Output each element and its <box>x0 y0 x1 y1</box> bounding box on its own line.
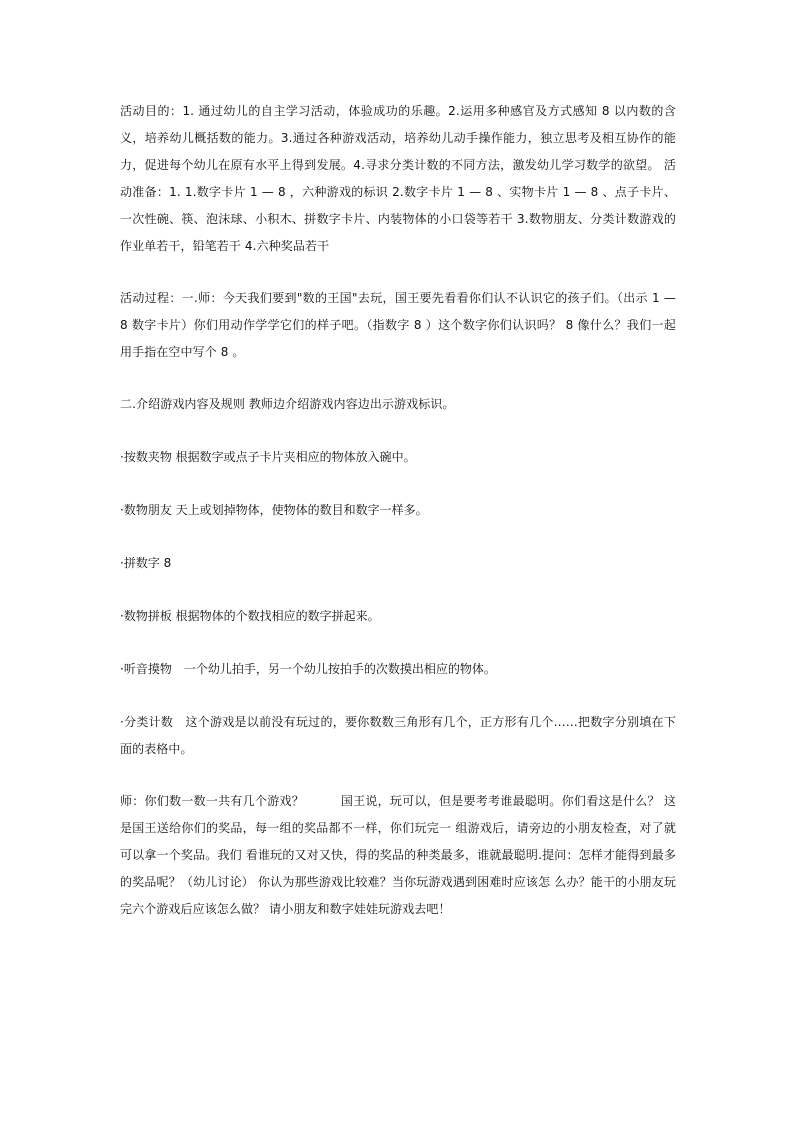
game-item-listen-touch: ·听音摸物 一个幼儿拍手，另一个幼儿按拍手的次数摸出相应的物体。 <box>120 662 496 676</box>
paragraph-process: 活动过程：一.师：今天我们要到"数的王国"去玩，国王要先看看你们认不认识它的孩子们。（出示 1 — 8 数字卡片）你们用动作学学它们的样子吧。（指数字 8 ）这个数字你们认识吗？ 8 像什么？我们一起用手指在空中写个 8 。 <box>120 291 676 359</box>
game-item-number-friends: ·数物朋友 天上或划掉物体，使物体的数目和数字一样多。 <box>120 503 428 517</box>
game-item-count-pick: ·按数夹物 根据数字或点子卡片夹相应的物体放入碗中。 <box>120 450 416 464</box>
paragraph-spacer <box>120 471 676 497</box>
paragraph-spacer <box>120 577 676 603</box>
paragraph-spacer <box>120 630 676 656</box>
paragraph-spacer <box>120 260 676 285</box>
paragraph-spacer <box>120 763 676 788</box>
paragraph-goals: 活动目的：1. 通过幼儿的自主学习活动，体验成功的乐趣。2.运用多种感官及方式感知 8 以内数的含义，培养幼儿概括数的能力。3.通过各种游戏活动，培养幼儿动手操作能力，独立思考及相互协作的能力，促进每个幼儿在原有水平上得到发展。4.寻求分类计数的不同方法，激发幼儿学习数学的欲望。 活动准备：1. 1.数字卡片 1 — 8 ，六种游戏的标识 2.数字卡片 1 — 8 、实物卡片 1 — 8 、点子卡片、一次性碗、筷、泡沫球、小积木、拼数字卡片、内装物体的小口袋等若干 3.数物朋友、分类计数游戏的作业单若干，铅笔若干 4.六种奖品若干 <box>120 104 676 253</box>
paragraph-spacer <box>120 418 676 444</box>
game-item-classify-count: ·分类计数 这个游戏是以前没有玩过的，要你数数三角形有几个，正方形有几个……把数字分别填在下面的表格中。 <box>120 715 676 756</box>
paragraph-spacer <box>120 524 676 550</box>
paragraph-spacer <box>120 683 676 709</box>
paragraph-spacer <box>120 366 676 391</box>
game-item-build-number: ·拼数字 8 <box>120 556 172 570</box>
paragraph-closing: 师：你们数一数一共有几个游戏？ 国王说，玩可以，但是要考考谁最聪明。你们看这是什么？ 这是国王送给你们的奖品，每一组的奖品都不一样，你们玩完一 组游戏后，请旁边的小朋友检查，对了就可以拿一个奖品。我们 看谁玩的又对又快，得的奖品的种类最多，谁就最聪明.提问：怎样才能得到最多的奖品呢？（幼儿讨论） 你认为那些游戏比较难？当你玩游戏遇到困难时应该怎 么办？能干的小朋友玩完六个游戏后应该怎么做？ 请小朋友和数字娃娃玩游戏去吧！ <box>120 794 676 916</box>
document-body <box>120 98 676 923</box>
game-item-number-puzzle: ·数物拼板 根据物体的个数找相应的数字拼起来。 <box>120 609 380 623</box>
paragraph-game-intro: 二.介绍游戏内容及规则 教师边介绍游戏内容边出示游戏标识。 <box>120 397 455 411</box>
